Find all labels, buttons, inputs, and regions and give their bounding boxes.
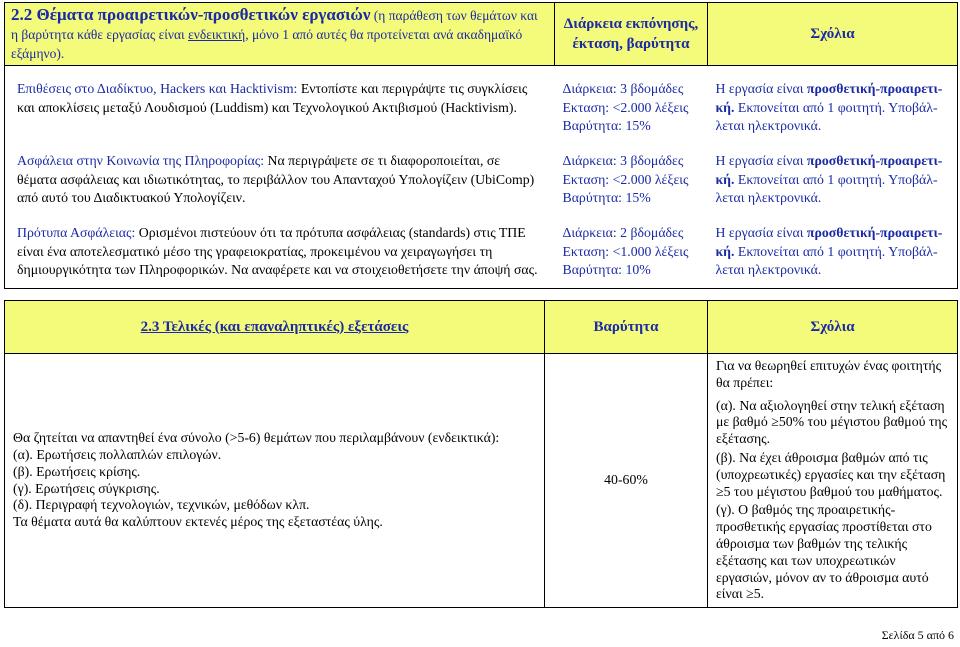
assignment-duration: Διάρκεια: 2 βδομάδες Εκταση: <1.000 λέξεις Βαρύτητα: 10% <box>555 224 708 288</box>
assignment-comment: Η εργασία είναι προσθετική-προαιρετι-κή. Εκπονείται από 1 φοιτητή. Υποβάλ-λεται ηλεκτρονικά. <box>708 80 958 140</box>
section-2-2-title: 2.2 Θέματα προαιρετικών-προσθετικών εργασιών <box>11 4 371 24</box>
assignment-duration: Διάρκεια: 3 βδομάδες Εκταση: <2.000 λέξεις Βαρύτητα: 15% <box>562 153 689 205</box>
assignment-comment: Η εργασία είναι προσθετική-προαιρετι-κή. Εκπονείται από 1 φοιτητή. Υποβάλ-λεται ηλεκτρονικά. <box>708 224 958 288</box>
comments-column-header: Σχόλια <box>708 3 958 66</box>
assignment-topic: Πρότυπα Ασφάλειας: Ορισμένοι πιστεύουν ότι τα πρότυπα ασφάλειας (standards) στις ΤΠΕ είναι ένα αποτελεσματικό μέσο της γραφειοκρατίας, προκειμένου να χειραγωγήσει τη δημιουργικότητα των Πληροφορικών. Να αναφέρετε και να στοιχειοθετήσετε την άποψή σας. <box>5 224 555 288</box>
duration-column-header: Διάρκεια εκπόνησης, έκταση, βαρύτητα <box>555 3 708 66</box>
assignment-topic: Ασφάλεια στην Κοινωνία της Πληροφορίας: Να περιγράψετε σε τι διαφοροποιείται, σε θέματα ασφάλειας και ιδιωτικότητας, το περιβάλλον του Απανταχού Υπολογίζειν (UbiComp) από αυτό του Διαδικτυακού Υπολογίζειν. <box>5 152 555 212</box>
section-2-3-header: 2.3 Τελικές (και επαναληπτικές) εξετάσεις <box>5 301 545 354</box>
assignment-topic: Επιθέσεις στο Διαδίκτυο, Hackers και Hacktivism: Εντοπίστε και περιγράψτε τις συγκλίσεις και αποκλίσεις μεταξύ Λουδισμού (Luddism) και Τεχνολογικού Ακτιβισμού (Hacktivism). <box>5 80 555 140</box>
assignment-duration: Διάρκεια: 3 βδομάδες Εκταση: <2.000 λέξεις Βαρύτητα: 15% <box>562 81 689 133</box>
comments-column-header: Σχόλια <box>708 301 958 354</box>
section-2-2-note: (η παράθεση των θεμάτων και η βαρύτητα κάθε εργασίας είναι ενδεικτική, μόνο 1 από αυτές θα προτείνεται ανά ακαδημαϊκό εξάμηνο). <box>11 7 538 61</box>
assignment-row <box>5 152 958 212</box>
table2-header-row <box>5 301 958 354</box>
table1-header-row <box>5 3 958 66</box>
exam-comments: Για να θεωρηθεί επιτυχών ένας φοιτητής θα πρέπει: (α). Να αξιολογηθεί στην τελική εξέταση με βαθμό ≥50% του μέγιστου βαθμού της εξέτασης. (β). Να έχει άθροισμα βαθμών από τις (υποχρεωτικές) εργασίες και την εξέταση ≥5 του μέγιστου βαθμού του μαθήματος. (γ). Ο βαθμός της προαιρετικής-προσθετικής εργασίας προστίθεται στο άθροισμα των βαθμών της τελικής εξέτασης και των υποχρεωτικών εργασιών, μόνον αν το άθροισμα αυτό είναι ≥5. <box>708 354 958 608</box>
exam-weight: 40-60% <box>545 354 708 608</box>
section-2-2-header <box>5 3 555 66</box>
assignment-row <box>5 80 958 140</box>
assignment-row <box>5 224 958 288</box>
final-exams-table <box>4 300 958 608</box>
exam-description: Θα ζητείται να απαντηθεί ένα σύνολο (>5-6) θεμάτων που περιλαμβάνουν (ενδεικτικά): (α). Ερωτήσεις πολλαπλών επιλογών. (β). Ερωτήσεις κρίσης. (γ). Ερωτήσεις σύγκρισης. (δ). Περιγραφή τεχνολογιών, τεχνικών, μεθόδων κλπ. Τα θέματα αυτά θα καλύπτουν εκτενές μέρος της εξεταστέας ύλης. <box>5 354 545 608</box>
assignment-comment: Η εργασία είναι προσθετική-προαιρετι-κή. Εκπονείται από 1 φοιτητή. Υποβάλ-λεται ηλεκτρονικά. <box>708 152 958 212</box>
optional-assignments-table <box>4 2 958 289</box>
weight-column-header: Βαρύτητα <box>545 301 708 354</box>
page-number: Σελίδα 5 από 6 <box>881 628 954 642</box>
exam-row <box>5 354 958 608</box>
